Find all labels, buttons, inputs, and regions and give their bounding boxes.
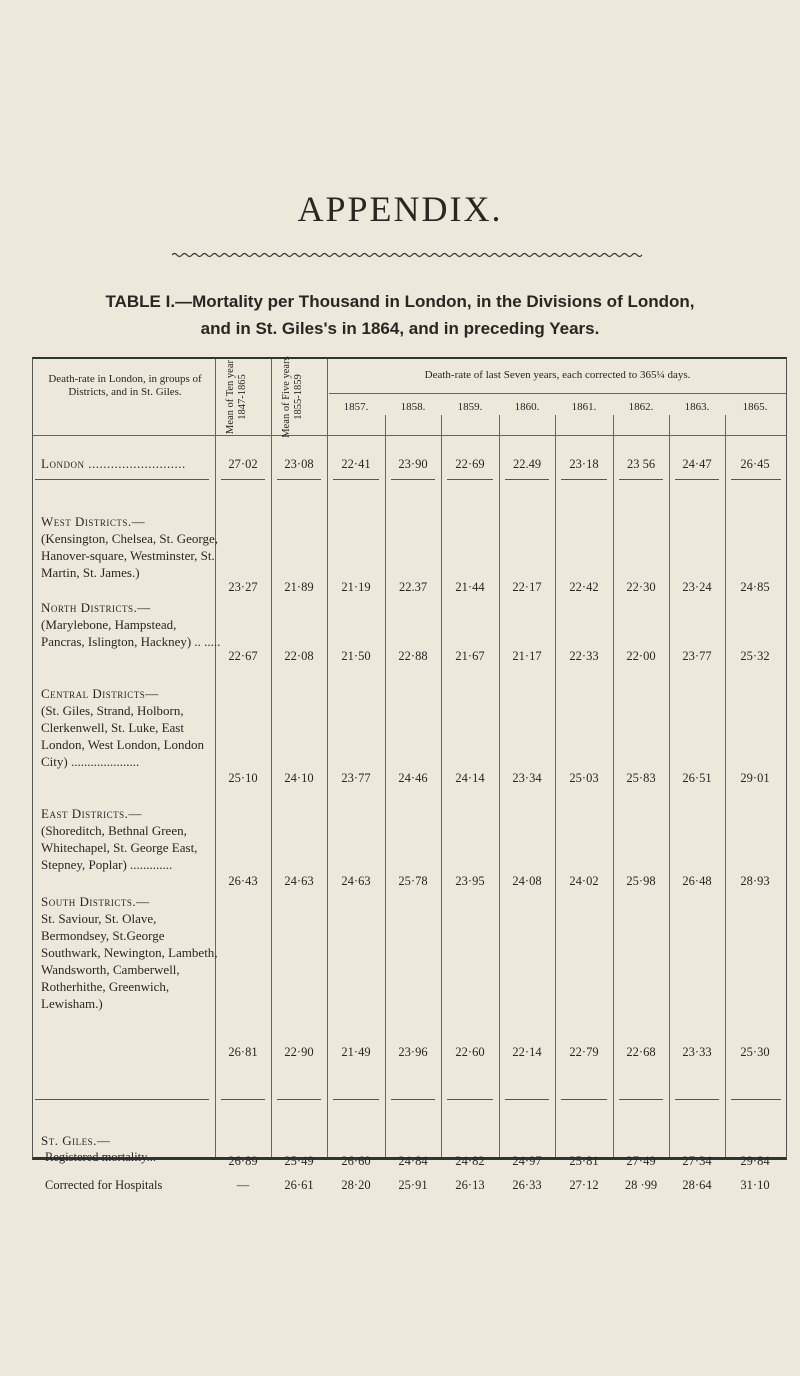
mean-five-year-header: Mean of Five years 1855-1859 bbox=[281, 356, 304, 438]
table-cell: 23·18 bbox=[569, 457, 599, 471]
column-divider bbox=[327, 359, 328, 1157]
table-cell: 25·03 bbox=[569, 771, 599, 785]
row-separator bbox=[35, 479, 209, 480]
table-cell: 31·10 bbox=[740, 1178, 770, 1192]
table-cell: 23 56 bbox=[626, 457, 656, 471]
table-cell: 22·30 bbox=[626, 580, 656, 594]
table-cell: 22·90 bbox=[284, 1045, 314, 1059]
row-separator bbox=[35, 1099, 209, 1100]
table-cell: 23·77 bbox=[682, 649, 712, 663]
row-category: London .......................... bbox=[41, 456, 186, 471]
header-rule bbox=[329, 393, 786, 394]
year-header: 1863. bbox=[684, 401, 710, 413]
table-cell: 25·49 bbox=[284, 1154, 314, 1168]
table-cell: 21·17 bbox=[512, 649, 542, 663]
row-category: West Districts.— bbox=[41, 514, 146, 529]
table-cell: 28·64 bbox=[682, 1178, 712, 1192]
table-cell: 26·51 bbox=[682, 771, 712, 785]
row-separator bbox=[675, 1099, 719, 1100]
table-cell: 22.49 bbox=[512, 457, 542, 471]
table-cell: 22·88 bbox=[398, 649, 428, 663]
row-separator bbox=[333, 479, 379, 480]
row-description: Registered mortality... bbox=[45, 1150, 156, 1164]
row-separator bbox=[333, 1099, 379, 1100]
row-category: South Districts.— bbox=[41, 894, 150, 909]
row-separator bbox=[505, 1099, 549, 1100]
table-cell: 25·91 bbox=[398, 1178, 428, 1192]
table-cell: 23·95 bbox=[455, 874, 485, 888]
table-cell: 23·96 bbox=[398, 1045, 428, 1059]
table-row-label bbox=[41, 893, 221, 1012]
row-separator bbox=[391, 1099, 435, 1100]
table-cell: 21·44 bbox=[455, 580, 485, 594]
death-rate-group-header: Death-rate of last Seven years, each corrected to 365¼ days. bbox=[424, 369, 691, 381]
table-row-label bbox=[41, 513, 221, 581]
table-cell: 27·12 bbox=[569, 1178, 599, 1192]
row-separator bbox=[619, 479, 663, 480]
table-cell: 25·81 bbox=[569, 1154, 599, 1168]
table-cell: 21·67 bbox=[455, 649, 485, 663]
table-cell: 26·43 bbox=[228, 874, 258, 888]
row-separator bbox=[731, 1099, 781, 1100]
row-category: East Districts.— bbox=[41, 806, 142, 821]
table-cell: 25·83 bbox=[626, 771, 656, 785]
caption-line-1: TABLE I.—Mortality per Thousand in London, in the Divisions of London, bbox=[105, 292, 695, 311]
table-cell: 24·14 bbox=[455, 771, 485, 785]
table-cell: 28·93 bbox=[740, 874, 770, 888]
table-cell: 26·48 bbox=[682, 874, 712, 888]
table-cell: 24·63 bbox=[341, 874, 371, 888]
year-header: 1859. bbox=[457, 401, 483, 413]
table-cell: 23·24 bbox=[682, 580, 712, 594]
row-separator bbox=[447, 1099, 493, 1100]
column-divider bbox=[271, 359, 272, 1157]
row-category: North Districts.— bbox=[41, 600, 151, 615]
table-cell: 24·84 bbox=[398, 1154, 428, 1168]
table-cell: 23·77 bbox=[341, 771, 371, 785]
table-cell: 29·01 bbox=[740, 771, 770, 785]
table-cell: 22·60 bbox=[455, 1045, 485, 1059]
table-cell: 26·13 bbox=[455, 1178, 485, 1192]
mortality-table bbox=[32, 356, 787, 1192]
year-header: 1861. bbox=[571, 401, 597, 413]
table-row-label bbox=[41, 685, 221, 770]
table-cell: 24·47 bbox=[682, 457, 712, 471]
table-cell: 24·02 bbox=[569, 874, 599, 888]
row-separator bbox=[561, 479, 607, 480]
table-cell: 21·89 bbox=[284, 580, 314, 594]
row-separator bbox=[221, 1099, 265, 1100]
table-cell: 24·10 bbox=[284, 771, 314, 785]
row-description: (Kensington, Chelsea, St. George, Hanover-square, Westminster, St. Martin, St. James.) bbox=[41, 531, 219, 580]
table-cell: 23·34 bbox=[512, 771, 542, 785]
caption-line-2: and in St. Giles's in 1864, and in preceding Years. bbox=[200, 319, 600, 338]
table-cell: 25·78 bbox=[398, 874, 428, 888]
table-cell: 24·08 bbox=[512, 874, 542, 888]
row-separator bbox=[221, 479, 265, 480]
table-cell: 22·69 bbox=[455, 457, 485, 471]
table-cell: 22.37 bbox=[398, 580, 428, 594]
year-header: 1865. bbox=[742, 401, 768, 413]
table-cell: 26·61 bbox=[284, 1178, 314, 1192]
row-separator bbox=[505, 479, 549, 480]
table-row-label bbox=[41, 1132, 221, 1166]
row-description: (Shoreditch, Bethnal Green, Whitechapel, St. George East, Stepney, Poplar) ............. bbox=[41, 823, 198, 872]
label-column-header: Death-rate in London, in groups of Districts, and in St. Giles. bbox=[48, 373, 202, 398]
table-cell: 22·79 bbox=[569, 1045, 599, 1059]
table-cell: 26·60 bbox=[341, 1154, 371, 1168]
table-cell: 25·30 bbox=[740, 1045, 770, 1059]
table-cell: 23·27 bbox=[228, 580, 258, 594]
table-row-label bbox=[41, 599, 221, 650]
table-row-label bbox=[41, 805, 221, 873]
table-cell: 25·10 bbox=[228, 771, 258, 785]
table-cell: 22·17 bbox=[512, 580, 542, 594]
table-cell: 22·67 bbox=[228, 649, 258, 663]
table-cell: 25·98 bbox=[626, 874, 656, 888]
row-separator bbox=[447, 479, 493, 480]
table-cell: 27·02 bbox=[228, 457, 258, 471]
table-cell: 27·34 bbox=[682, 1154, 712, 1168]
table-cell: 23·33 bbox=[682, 1045, 712, 1059]
row-separator bbox=[675, 479, 719, 480]
row-category: St. Giles.— bbox=[41, 1133, 111, 1148]
page-title: APPENDIX. bbox=[297, 189, 503, 229]
table-cell: 24·97 bbox=[512, 1154, 542, 1168]
row-category: Central Districts— bbox=[41, 686, 159, 701]
table-cell: 22·42 bbox=[569, 580, 599, 594]
table-cell: 23·90 bbox=[398, 457, 428, 471]
table-caption bbox=[40, 288, 760, 342]
decorative-rule bbox=[172, 252, 642, 258]
table-cell: 24·63 bbox=[284, 874, 314, 888]
mean-ten-year-header: Mean of Ten year 1847-1865 bbox=[225, 360, 248, 434]
table-cell: 22·68 bbox=[626, 1045, 656, 1059]
table-cell: 22·33 bbox=[569, 649, 599, 663]
table-cell: 22·14 bbox=[512, 1045, 542, 1059]
table-cell: 24·46 bbox=[398, 771, 428, 785]
year-header: 1860. bbox=[514, 401, 540, 413]
table-cell: 23·08 bbox=[284, 457, 314, 471]
row-description: (Marylebone, Hampstead, Pancras, Islington, Hackney) .. ..... bbox=[41, 617, 221, 649]
table-cell: 22·41 bbox=[341, 457, 371, 471]
row-separator bbox=[731, 479, 781, 480]
table-cell: 26·45 bbox=[740, 457, 770, 471]
table-cell: 26·89 bbox=[228, 1154, 258, 1168]
table-cell: 27·49 bbox=[626, 1154, 656, 1168]
table-cell: 29·84 bbox=[740, 1154, 770, 1168]
row-description: Corrected for Hospitals bbox=[45, 1178, 163, 1192]
year-header: 1857. bbox=[343, 401, 369, 413]
year-header: 1862. bbox=[628, 401, 654, 413]
row-separator bbox=[619, 1099, 663, 1100]
table-cell: 21·49 bbox=[341, 1045, 371, 1059]
table-cell: 26·81 bbox=[228, 1045, 258, 1059]
row-separator bbox=[277, 479, 321, 480]
table-cell: 26·33 bbox=[512, 1178, 542, 1192]
table-cell: 24·85 bbox=[740, 580, 770, 594]
row-description: St. Saviour, St. Olave, Bermondsey, St.George Southwark, Newington, Lambeth, Wandsworth, Camberwell, Rotherhithe, Greenwich, Lewisham.) bbox=[41, 911, 218, 1011]
table-row-label bbox=[41, 1177, 221, 1194]
table-cell: 28 ·99 bbox=[624, 1178, 658, 1192]
row-separator bbox=[277, 1099, 321, 1100]
table-cell: 22·00 bbox=[626, 649, 656, 663]
column-divider bbox=[725, 415, 726, 1157]
row-separator bbox=[391, 479, 435, 480]
table-cell: 21·19 bbox=[341, 580, 371, 594]
table-cell: 28·20 bbox=[341, 1178, 371, 1192]
table-cell: — bbox=[236, 1178, 250, 1192]
table-cell: 22·08 bbox=[284, 649, 314, 663]
row-description: (St. Giles, Strand, Holborn, Clerkenwell, St. Luke, East London, West London, London City) ..................... bbox=[41, 703, 205, 769]
row-separator bbox=[561, 1099, 607, 1100]
year-header: 1858. bbox=[400, 401, 426, 413]
header-rule bbox=[33, 435, 786, 436]
table-cell: 25·32 bbox=[740, 649, 770, 663]
table-cell: 24·82 bbox=[455, 1154, 485, 1168]
table-cell: 21·50 bbox=[341, 649, 371, 663]
table-row-label bbox=[41, 455, 221, 472]
